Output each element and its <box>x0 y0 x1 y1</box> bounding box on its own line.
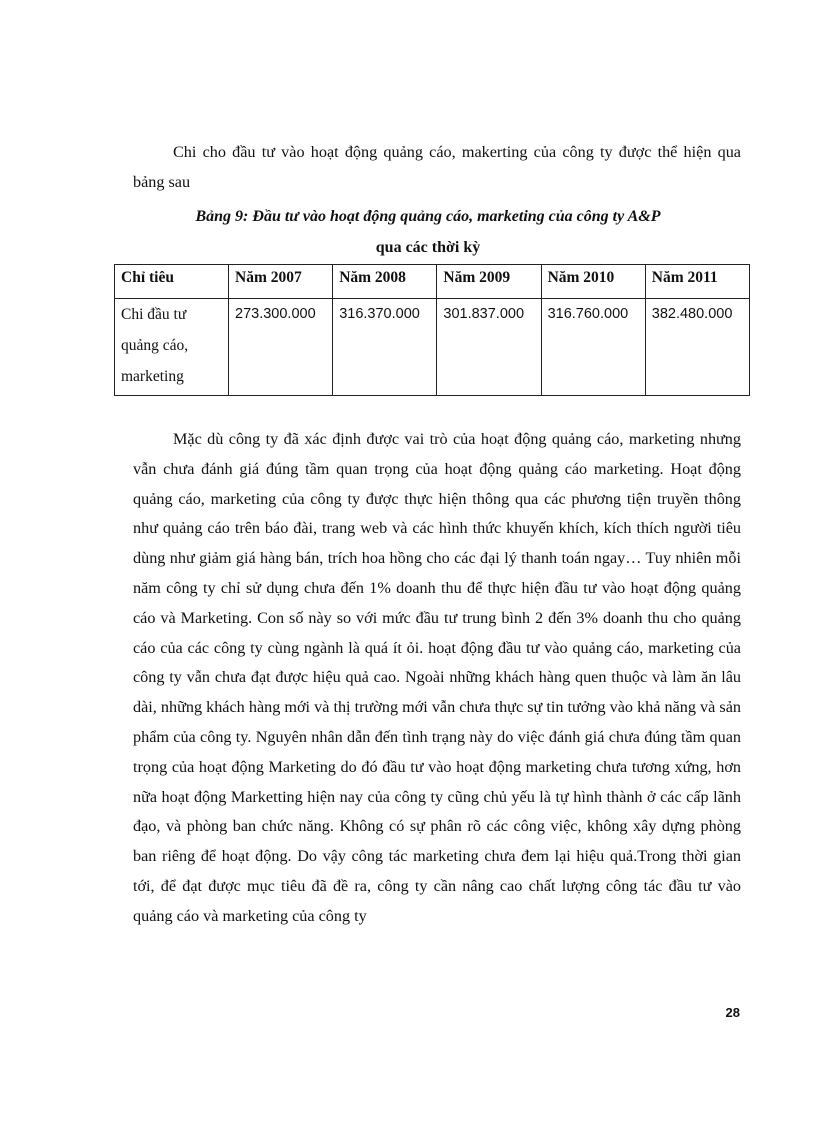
header-indicator: Chỉ tiêu <box>115 265 229 299</box>
header-year-2011: Năm 2011 <box>645 265 749 299</box>
page-number: 28 <box>725 1005 740 1020</box>
table-caption: Bảng 9: Đầu tư vào hoạt động quảng cáo, marketing của công ty A&P <box>195 208 661 225</box>
header-year-2010: Năm 2010 <box>541 265 645 299</box>
value-2010: 316.760.000 <box>541 299 645 396</box>
value-2008: 316.370.000 <box>333 299 437 396</box>
value-2009: 301.837.000 <box>437 299 541 396</box>
table-caption-subtitle: qua các thời kỳ <box>375 239 481 256</box>
value-2007: 273.300.000 <box>229 299 333 396</box>
header-year-2007: Năm 2007 <box>229 265 333 299</box>
body-paragraph: Mặc dù công ty đã xác định được vai trò của hoạt động quảng cáo, marketing nhưng vẫn chưa đánh giá đúng tầm quan trọng của hoạt động quảng cáo marketing. Hoạt động quảng cáo, marketing của công ty được thực hiện thông qua các phương tiện truyền thông như quảng cáo trên báo đài, trang web và các hình thức khuyến khích, kích thích người tiêu dùng như giảm giá hàng bán, trích hoa hồng cho các đại lý thanh toán ngay… Tuy nhiên mỗi năm công ty chỉ sử dụng chưa đến 1% doanh thu để thực hiện đầu tư vào hoạt động quảng cáo và Marketing. Con số này so với mức đầu tư trung bình 2 đến 3% doanh thu cho quảng cáo của các công ty cùng ngành là quá ít ỏi. hoạt động đầu tư vào quảng cáo, marketing của công ty vẫn chưa đạt được hiệu quả cao. Ngoài những khách hàng quen thuộc và làm ăn lâu dài, những khách hàng mới và thị trường mới vẫn chưa thực sự tin tưởng vào khả năng và sản phẩm của công ty. Nguyên nhân dẫn đến tình trạng này do việc đánh giá chưa đúng tầm quan trọng của hoạt động Marketing do đó đầu tư vào hoạt động marketing chưa tương xứng, hơn nữa hoạt động Marketting hiện nay của công ty cũng chủ yếu là tự hình thành ở các cấp lãnh đạo, và phòng ban chức năng. Không có sự phân rõ các công việc, không xây dựng phòng ban riêng để hoạt động. Do vậy công tác marketing chưa đem lại hiệu quả.Trong thời gian tới, để đạt được mục tiêu đã đề ra, công ty cần nâng cao chất lượng công tác đầu tư vào quảng cáo và marketing của công ty <box>133 430 741 925</box>
investment-table <box>114 264 750 396</box>
table-header-row <box>115 265 750 299</box>
intro-paragraph: Chi cho đầu tư vào hoạt động quảng cáo, makerting của công ty được thể hiện qua bảng sau <box>133 143 741 191</box>
value-2011: 382.480.000 <box>645 299 749 396</box>
table-row <box>115 299 750 396</box>
header-year-2008: Năm 2008 <box>333 265 437 299</box>
header-year-2009: Năm 2009 <box>437 265 541 299</box>
row-label: Chi đầu tư quảng cáo, marketing <box>115 299 229 396</box>
